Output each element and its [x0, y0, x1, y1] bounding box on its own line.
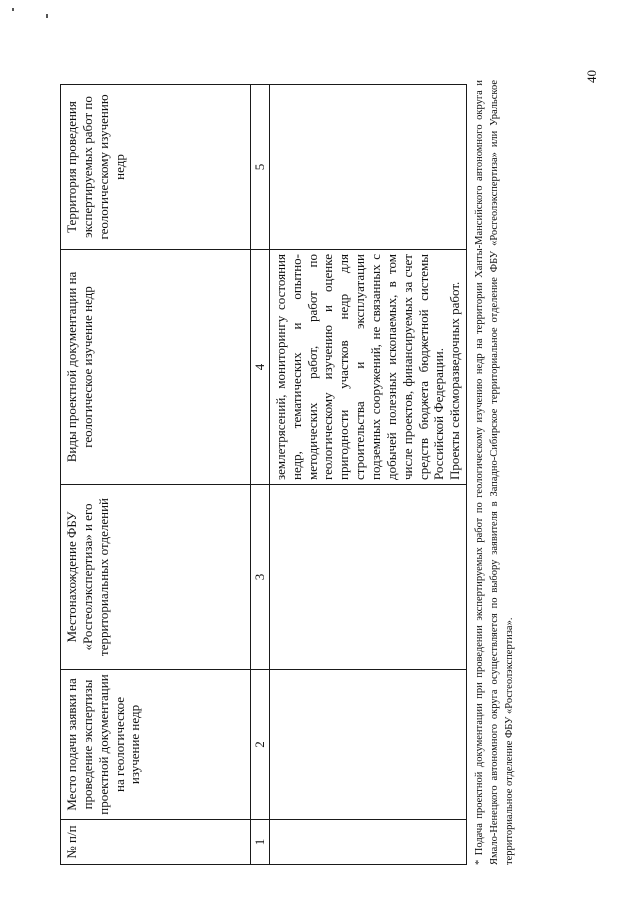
header-territory: Территория проведения экспертируемых работ по геологическому изучению недр — [61, 85, 251, 250]
column-number: 2 — [251, 670, 270, 820]
column-number: 5 — [251, 85, 270, 250]
column-number: 4 — [251, 250, 270, 485]
seismic-projects-text: Проекты сейсморазведочных работ. — [447, 281, 463, 480]
column-number: 1 — [251, 820, 270, 865]
header-location: Местонахождение ФБУ «Росгеолэкспертиза» и его территориальных отделений — [61, 485, 251, 670]
document-types-text: землетрясений, мониторингу состояния недр, тематических и опытно-методических работ, работ по геологическому изучению и оценке пригодности участков недр для строительства и эксплуатации подземных сооружений, не связанных с добычей полезных ископаемых, в том числе проектов, финансируемых за счет средств бюджета бюджетной системы Российской Федерации. — [272, 254, 447, 480]
header-number: № п/п — [61, 820, 251, 865]
page-number: 40 — [584, 70, 599, 83]
footnote: * Подача проектной документации при проведении экспертируемых работ по геологическому изучению недр на территории Ханты-Мансийского автономного округа и Ямало-Ненецкого автономного округа осуществляется по выбору заявителя в Западно-Сибирское территориальное отделение ФБУ «Росгеолэкспертиза» или Уральское территориальное отделение ФБУ «Росгеолэкспертиза». — [474, 80, 516, 865]
header-application-place: Место подачи заявки на проведение экспертизы проектной документации на геологическое изучение недр — [61, 670, 251, 820]
document-types-cell — [269, 250, 466, 485]
document-table — [60, 84, 467, 865]
table-header-row — [61, 85, 251, 865]
column-number-row — [251, 85, 270, 865]
table-row — [269, 85, 466, 865]
table-cell — [269, 820, 466, 865]
table-cell — [269, 670, 466, 820]
table-cell — [269, 85, 466, 250]
header-document-types: Виды проектной документации на геологическое изучение недр — [61, 250, 251, 485]
table-cell — [269, 485, 466, 670]
column-number: 3 — [251, 485, 270, 670]
